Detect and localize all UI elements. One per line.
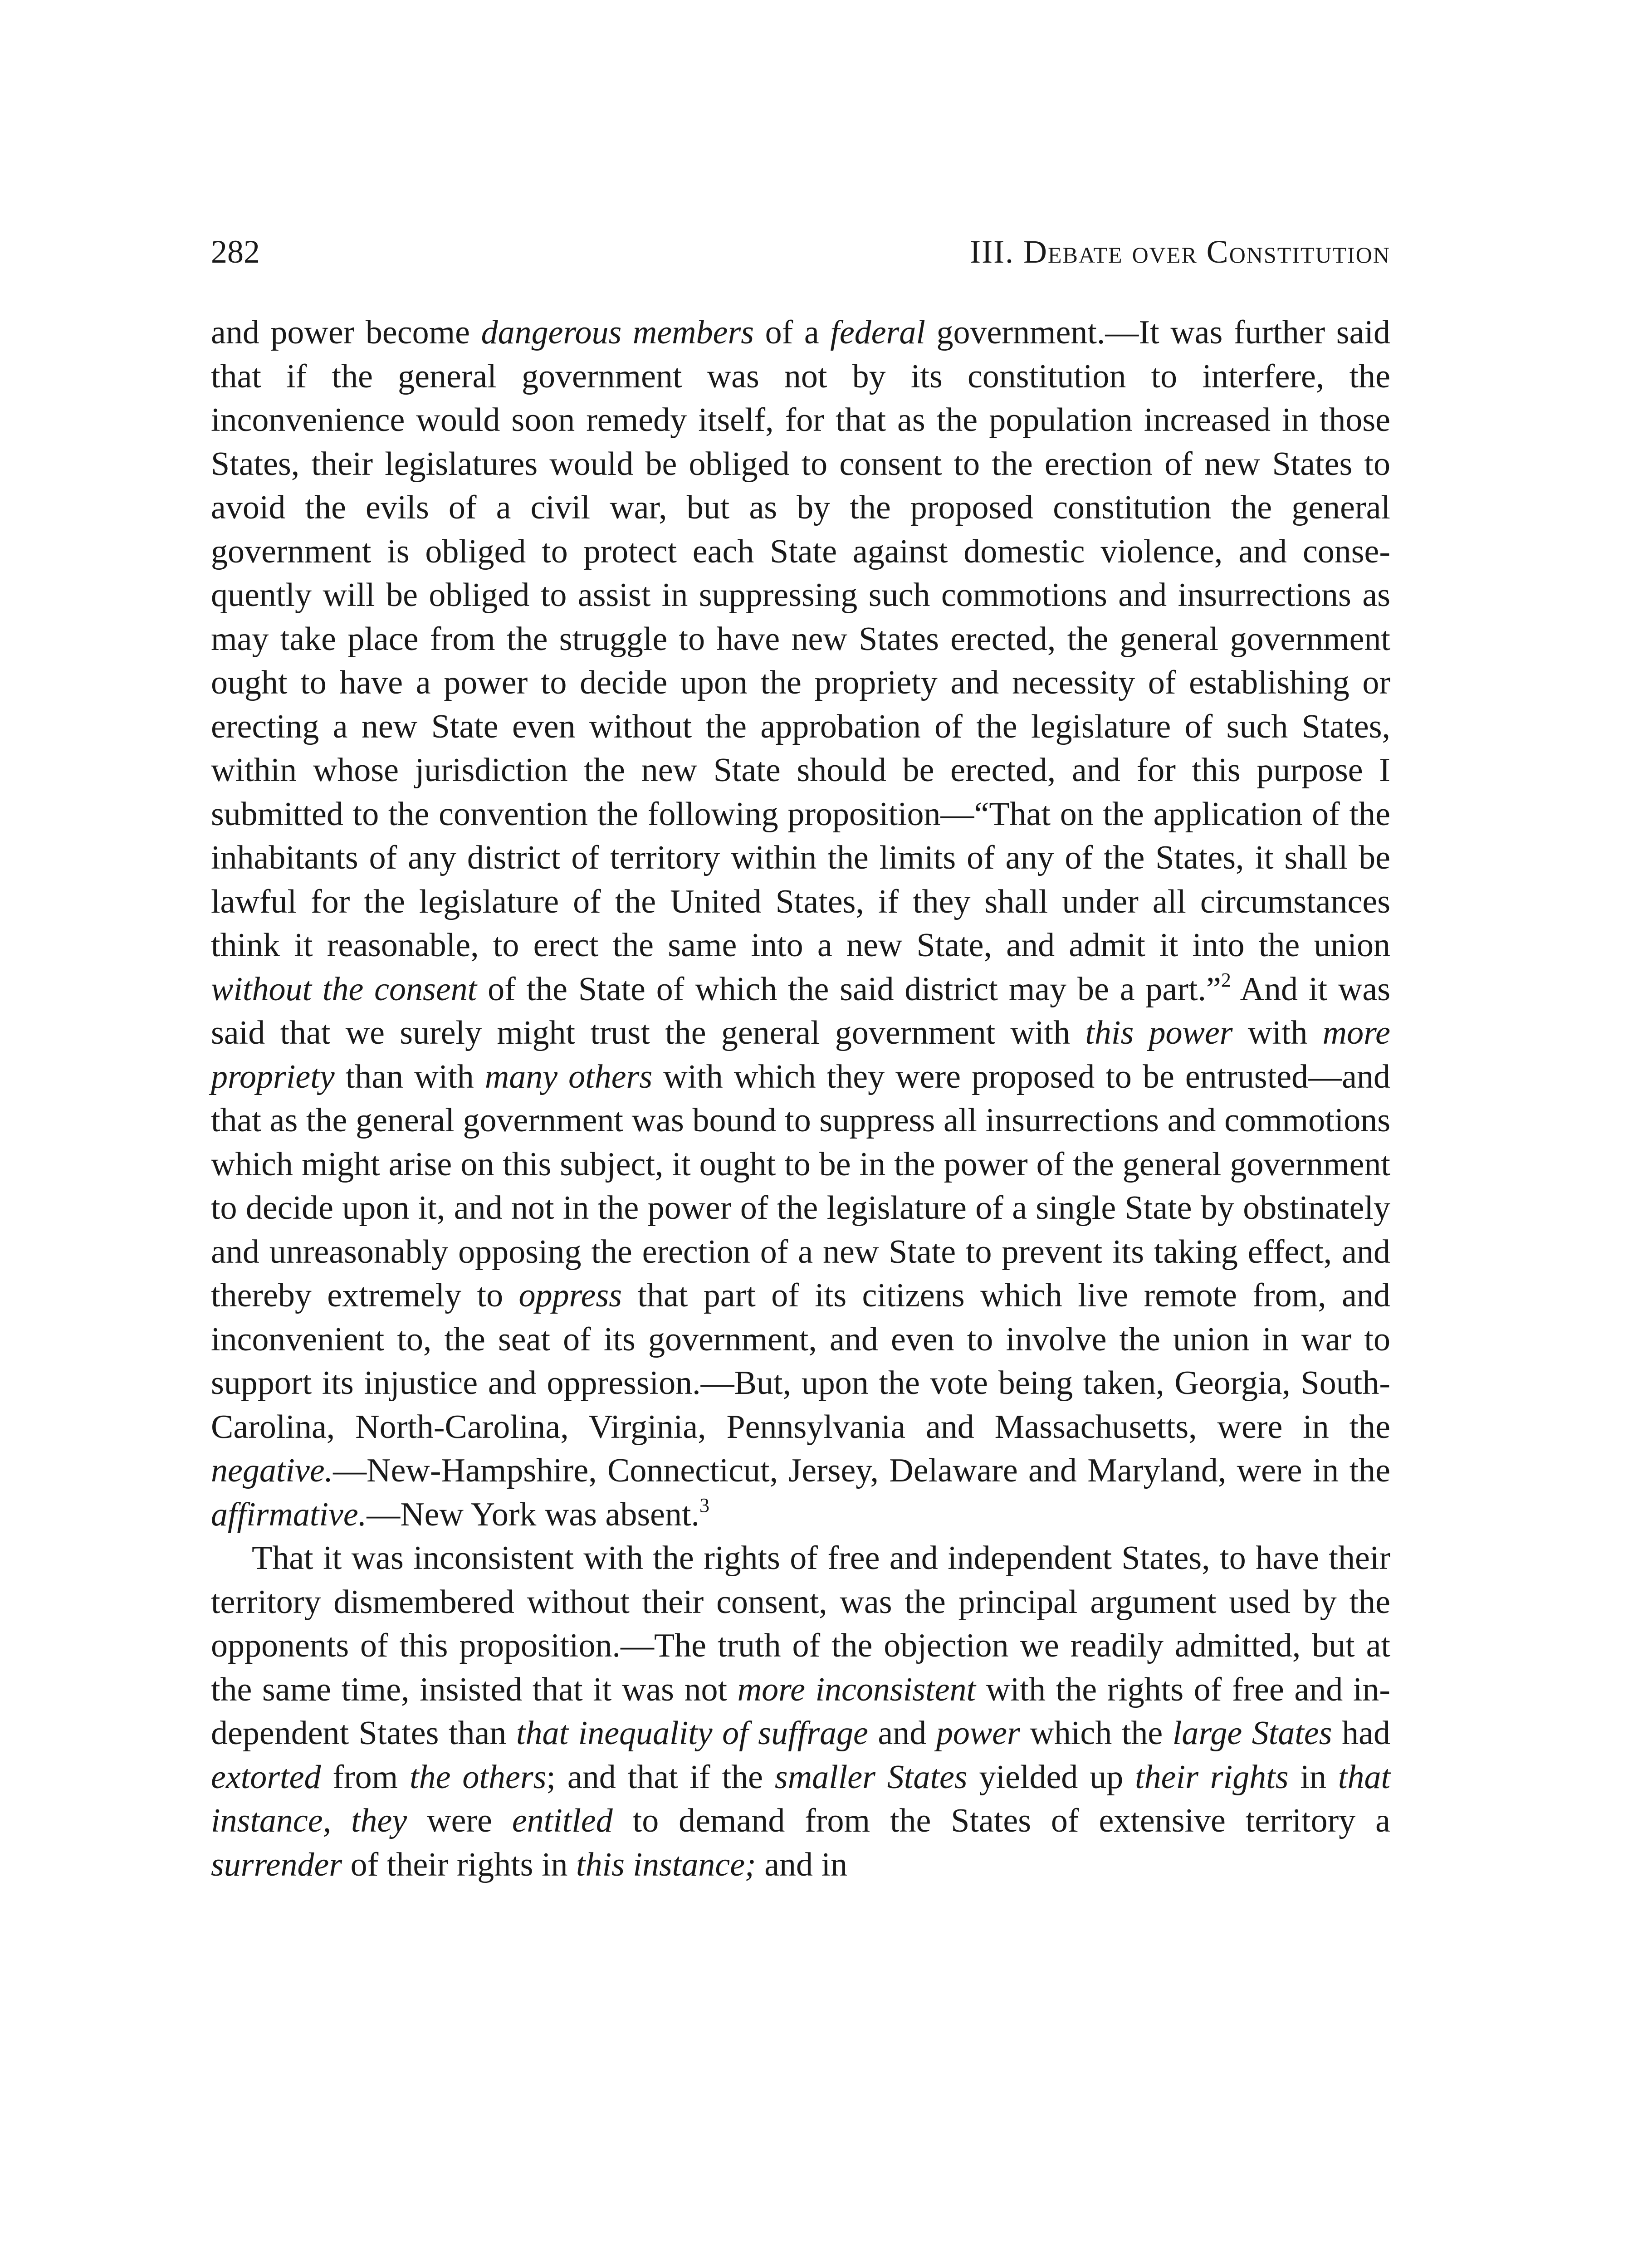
text-run: were [407, 1802, 512, 1839]
text-run: which the [1020, 1715, 1173, 1752]
italic-run: without the consent [211, 970, 477, 1008]
paragraph-1 [211, 311, 1390, 1536]
italic-run: surrender [211, 1846, 342, 1883]
italic-run: entitled [512, 1802, 613, 1839]
italic-run: their rights [1135, 1758, 1289, 1796]
page-number: 282 [211, 234, 260, 270]
text-run: with [1232, 1014, 1323, 1051]
italic-run: more propriety [211, 1014, 1391, 1095]
italic-run: this instance; [576, 1846, 756, 1883]
paragraph-2 [211, 1536, 1390, 1887]
text-run: government.—It was further said that if the general government was not by its constitution to interfere, the inconvenience would soon remedy itself, for that as the population increased in those States, their legislatures would be obliged to consent to the erection of new States to avoid the evils of a civil war, but as by the proposed constitution the general government is obliged to protect each State against domestic violence, and consequently will be obliged to assist in suppressing such commotions and insurrections as may take place from the struggle to have new States erected, the general government ought to have a power to decide upon the propriety and necessity of establishing or erecting a new State even without the approbation of the legislature of such States, within whose jurisdiction the new State should be erected, and for this purpose I submitted to the convention the following proposition—“That on the application of the inhabitants of any district of territory within the limits of any of the States, it shall be lawful for the legislature of the United States, if they shall under all circumstances think it reasonable, to erect the same into a new State, and admit it into the union [211, 314, 1390, 964]
italic-run: power [936, 1715, 1020, 1752]
text-run: with which they were proposed to be entrusted—and that as the general government was bound to suppress all insurrections and commotions which might arise on this subject, it ought to be in the power of the general government to decide upon it, and not in the power of the legislature of a single State by obstinately and unreasonably opposing the erection of a new State to prevent its taking effect, and thereby extremely to [211, 1058, 1390, 1314]
italic-run: oppress [518, 1277, 622, 1314]
italic-run: the others [410, 1758, 547, 1796]
text-run: yielded up [967, 1758, 1135, 1796]
italic-run: affirmative. [211, 1496, 367, 1533]
footnote-ref[interactable]: 2 [1221, 968, 1231, 991]
text-run: That it was inconsistent with the rights of free and independent States, to have their territory dismembered without their consent, was the principal argument used by the opponents of this proposition.—The truth of the objection we readily admitted, but at the same time, insisted that it was not [211, 1540, 1390, 1708]
italic-run: negative. [211, 1452, 333, 1489]
body-text [211, 311, 1390, 1887]
italic-run: this power [1085, 1014, 1233, 1051]
text-run: from [321, 1758, 410, 1796]
text-run: in [1288, 1758, 1338, 1796]
text-run: with the rights of free and independent States than [211, 1671, 1390, 1752]
italic-run: large States [1172, 1715, 1332, 1752]
text-run: and [868, 1715, 936, 1752]
text-run: of their rights in [342, 1846, 577, 1883]
text-run: And it was said that we surely might trust the general government with [211, 970, 1390, 1051]
text-run: had [1332, 1715, 1390, 1752]
text-run: that part of its citizens which live remote from, and inconvenient to, the seat of its government, and even to involve the union in war to support its injustice and oppression.—But, upon the vote being taken, Georgia, South-Carolina, North-Carolina, Virginia, Pennsylvania and Massachusetts, were in the [211, 1277, 1390, 1446]
text-run: and in [756, 1846, 848, 1883]
running-head [211, 227, 1390, 277]
italic-run: smaller States [774, 1758, 968, 1796]
text-run: ; and that if the [546, 1758, 775, 1796]
text-run: than with [334, 1058, 485, 1095]
text-run: of the State of which the said district may be a part.” [477, 970, 1221, 1008]
running-title: III. Debate over Constitution [970, 234, 1390, 270]
text-run: to demand from the States of extensive territory a [612, 1802, 1390, 1839]
italic-run: federal [830, 314, 925, 351]
footnote-ref[interactable]: 3 [699, 1494, 710, 1516]
italic-run: more inconsistent [737, 1671, 976, 1708]
italic-run: that instance, they [211, 1758, 1391, 1839]
italic-run: many others [484, 1058, 653, 1095]
italic-run: that inequality of suffrage [516, 1715, 868, 1752]
text-run: and power become [211, 314, 481, 351]
italic-run: dangerous members [481, 314, 754, 351]
italic-run: extorted [211, 1758, 321, 1796]
text-run: —New York was absent. [367, 1496, 700, 1533]
text-run: —New-Hampshire, Connecticut, Jersey, Delaware and Maryland, were in the [333, 1452, 1390, 1489]
text-run: of a [754, 314, 831, 351]
